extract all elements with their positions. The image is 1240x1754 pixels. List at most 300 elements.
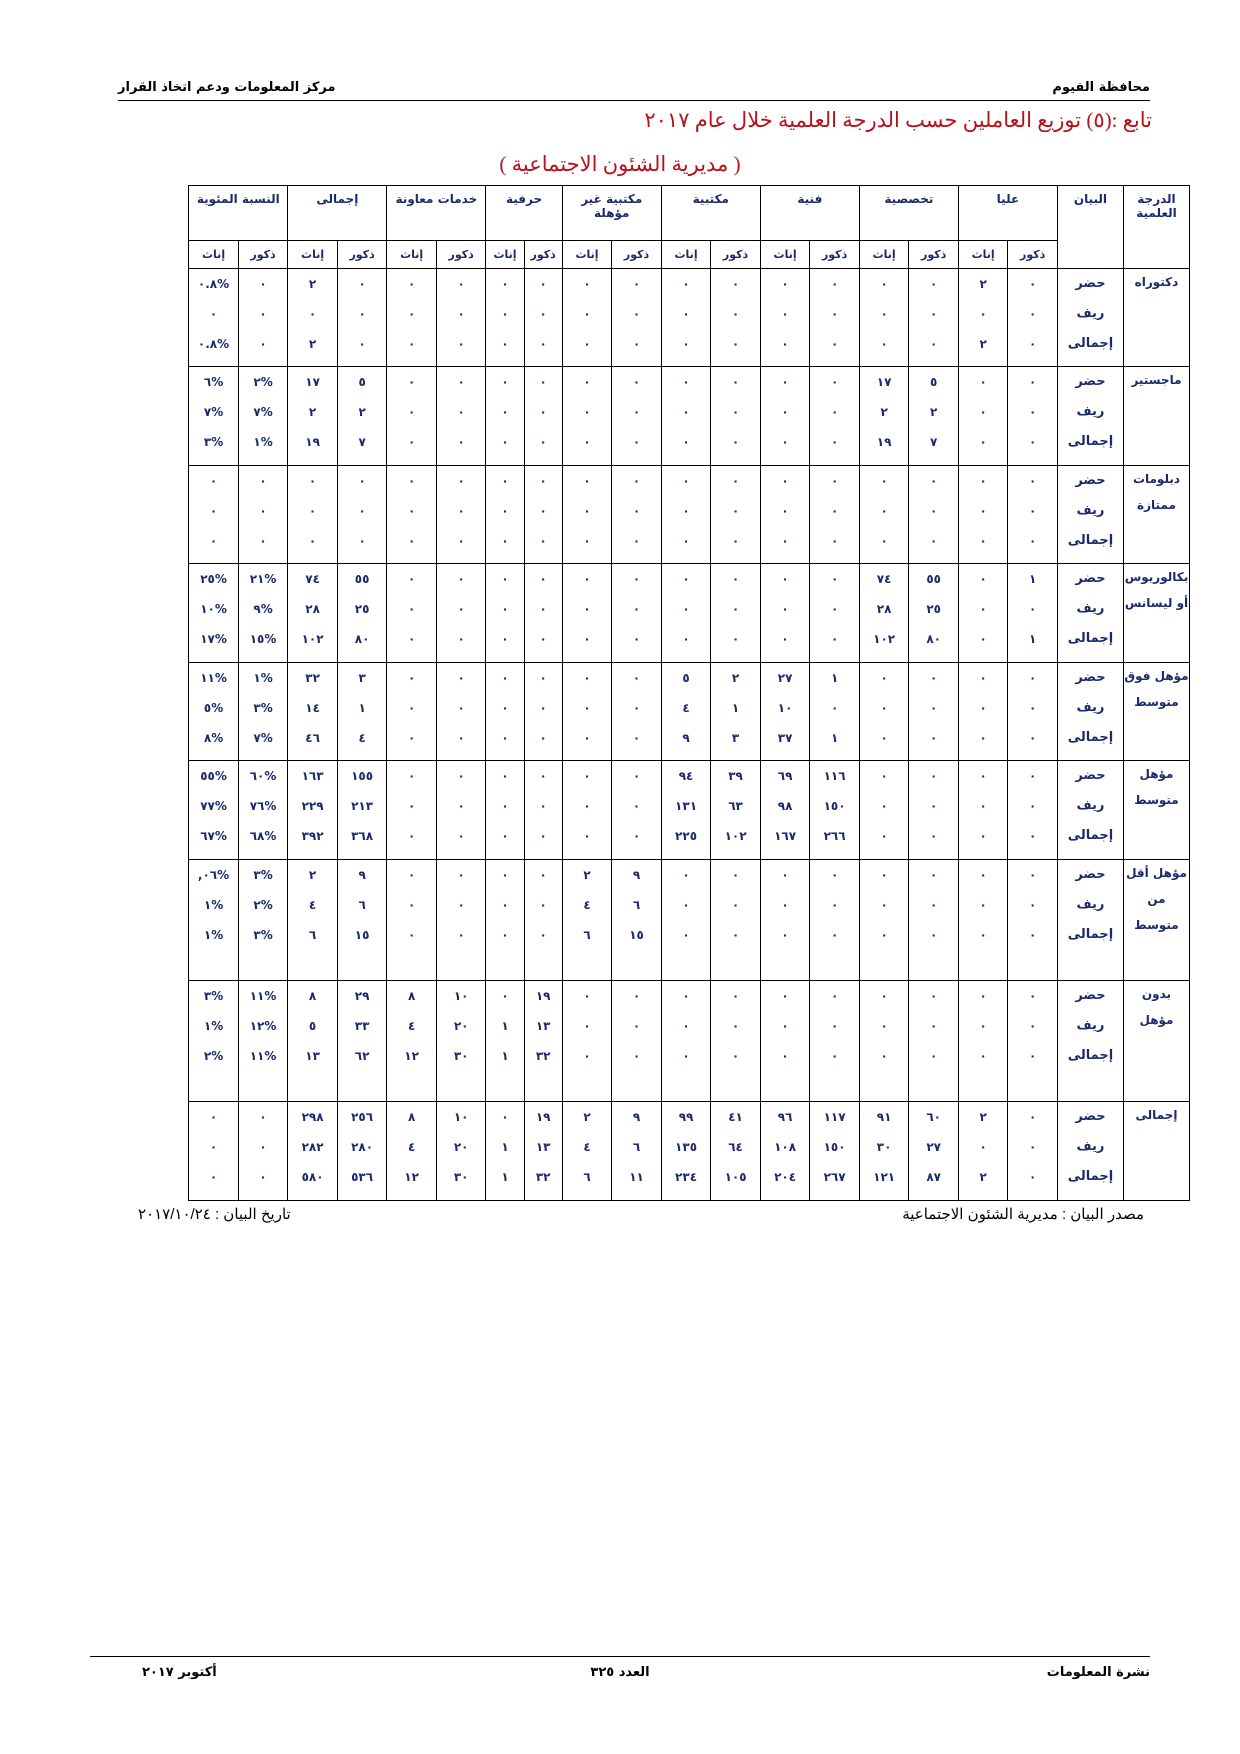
cell-value: ٠: [1029, 533, 1037, 548]
cell-value: ٠: [259, 277, 267, 291]
cell-value: %١: [203, 1019, 224, 1034]
cell-value: ٠: [731, 277, 740, 291]
cell-value: ٠: [1029, 867, 1037, 882]
row-type-label: حضر: [1075, 669, 1106, 685]
cell-value: ٠: [539, 602, 547, 617]
cell-value: ٠: [682, 867, 690, 882]
cell-value: ٠: [682, 533, 690, 548]
data-date: تاريخ البيان : ٢٠١٧/١٠/٢٤: [138, 1206, 291, 1223]
row-type-label: حضر: [1075, 276, 1106, 291]
cell-value: ٠: [682, 277, 690, 291]
cell-value: ١٥٠: [823, 799, 846, 814]
cell-value: ٠: [632, 1049, 641, 1064]
cell-value: ٠: [682, 602, 690, 617]
cell-value: ٠: [209, 533, 218, 548]
cell-value: ٨٠: [354, 632, 370, 647]
value-cell: [562, 269, 612, 367]
cell-value: ٠: [539, 829, 547, 844]
value-cell: [661, 1102, 711, 1201]
sub-header-row: [57, 241, 1190, 269]
cell-value: ٢: [308, 405, 317, 420]
cell-value: ٠: [583, 572, 591, 587]
value-cell: [612, 564, 662, 662]
cell-value: ٩٩: [678, 1110, 694, 1125]
cell-value: ٠: [407, 799, 416, 814]
cell-value: ٠: [880, 897, 888, 912]
cell-value: ٦٤: [728, 1140, 743, 1155]
cell-value: %٩: [253, 602, 273, 617]
cell-value: ٠: [407, 375, 416, 390]
cell-value: ٢: [979, 1170, 987, 1185]
cell-value: ١١: [629, 1170, 644, 1185]
row-type-label: إجمالى: [1067, 336, 1114, 351]
cell-value: ٦٣: [728, 799, 743, 814]
cell-value: ٠: [407, 337, 416, 351]
statement-header: البيان: [1057, 186, 1123, 269]
cell-value: ٠: [358, 473, 366, 488]
cell-value: %٦٠: [249, 769, 277, 784]
cell-value: %٠٦,: [197, 867, 230, 882]
cell-value: ٢٠٤: [774, 1170, 797, 1185]
value-cell: [337, 981, 387, 1102]
cell-value: ٠: [539, 670, 547, 685]
cell-value: ٠: [407, 307, 416, 321]
cell-value: ٢: [308, 867, 317, 882]
value-cell: [1008, 269, 1058, 367]
value-cell: [562, 859, 612, 980]
cell-value: ٠: [979, 1019, 987, 1034]
cell-value: ٠: [632, 337, 641, 351]
issue-month: أكتوبر ٢٠١٧: [142, 1665, 217, 1680]
male-header: ذكور: [436, 241, 486, 269]
cell-value: ١٥: [354, 927, 370, 942]
cell-value: ٠: [731, 897, 740, 912]
cell-value: %٢: [203, 1049, 224, 1064]
cell-value: ٠: [501, 473, 509, 488]
cell-value: %٧٧: [200, 799, 227, 814]
cell-value: %٧: [253, 730, 273, 745]
cell-value: ١٠: [453, 1110, 469, 1125]
cell-value: ٠: [407, 927, 416, 942]
cell-value: ٦: [308, 927, 317, 942]
cell-value: ٠: [501, 989, 509, 1004]
group-header: مكتبية غير مؤهلة: [562, 186, 661, 241]
info-center-name: مركز المعلومات ودعم اتخاذ القرار: [118, 80, 336, 95]
cell-value: ٠: [781, 927, 789, 942]
value-cell: [661, 761, 711, 859]
cell-value: ٠: [979, 670, 987, 685]
value-cell: [436, 465, 486, 563]
cell-value: %٢: [253, 375, 273, 390]
cell-value: ٠: [583, 700, 591, 715]
cell-value: ٠: [731, 533, 740, 548]
value-cell: [612, 761, 662, 859]
cell-value: %١: [253, 670, 273, 685]
cell-value: ٢٨: [305, 602, 320, 617]
degree-label: دبلومات ممتازة: [1123, 465, 1189, 563]
employees-table: [56, 185, 1190, 1201]
female-header: إناث: [288, 241, 338, 269]
cell-value: ٠: [501, 307, 509, 321]
degree-label: بكالوريوس أو ليسانس: [1123, 564, 1189, 662]
value-cell: [612, 859, 662, 980]
cell-value: %١١: [249, 1049, 277, 1064]
cell-value: ٠: [539, 533, 547, 548]
value-cell: [958, 367, 1008, 465]
cell-value: ٠: [457, 700, 465, 715]
table-row: [57, 1102, 1190, 1201]
cell-value: ٢: [731, 670, 740, 685]
row-type-label: ريف: [1076, 404, 1105, 420]
cell-value: %٥٥: [200, 769, 227, 784]
value-cell: [958, 1102, 1008, 1201]
cell-value: ١٢: [404, 1170, 419, 1185]
cell-value: ١: [358, 700, 366, 715]
cell-value: ٢: [979, 1110, 987, 1125]
cell-value: ٢٦٦: [823, 829, 846, 844]
cell-value: ١٣: [535, 1019, 551, 1034]
cell-value: ٣٣: [354, 1019, 370, 1034]
cell-value: ٤: [583, 1140, 591, 1155]
cell-value: ٠: [830, 375, 839, 390]
cell-value: ٠: [457, 473, 465, 488]
cell-value: ٠: [929, 277, 938, 291]
cell-value: ٠: [731, 307, 740, 321]
value-cell: [909, 859, 959, 980]
value-cell: [387, 269, 437, 367]
value-cell: [612, 1102, 662, 1201]
cell-value: ٠: [1029, 277, 1037, 291]
cell-value: ٠: [781, 533, 789, 548]
cell-value: %٦٨: [249, 829, 277, 844]
table-row: [57, 662, 1190, 760]
cell-value: ٠: [682, 473, 690, 488]
value-cell: [1008, 1102, 1058, 1201]
cell-value: ١: [731, 700, 740, 715]
cell-value: ٠: [539, 375, 547, 390]
value-cell: [810, 1102, 860, 1201]
cell-value: ٦: [583, 927, 591, 942]
cell-value: ٠: [259, 1110, 267, 1125]
cell-value: ٠: [501, 799, 509, 814]
cell-value: ٠: [979, 897, 987, 912]
value-cell: [760, 981, 810, 1102]
cell-value: ٠: [1029, 503, 1037, 518]
cell-value: ١: [830, 670, 839, 685]
cell-value: ١١٦: [823, 769, 846, 784]
value-cell: [436, 859, 486, 980]
degree-label: دكتوراه: [1123, 269, 1189, 367]
cell-value: ١: [501, 1019, 509, 1034]
cell-value: ٥: [308, 1019, 317, 1034]
cell-value: %٠.٨: [197, 277, 230, 291]
cell-value: ٠: [731, 989, 740, 1004]
cell-value: ١٩: [876, 435, 892, 450]
cell-value: ٣٩: [728, 769, 743, 784]
value-cell: [337, 367, 387, 465]
cell-value: ٠: [781, 277, 789, 291]
value-cell: [1008, 367, 1058, 465]
cell-value: ٢٥٦: [351, 1110, 374, 1125]
cell-value: ٠: [979, 307, 987, 321]
row-type-label: حضر: [1075, 571, 1106, 587]
cell-value: ٠: [682, 1019, 690, 1034]
cell-value: ٠: [632, 989, 641, 1004]
group-header: فنية: [760, 186, 859, 241]
cell-value: ٠: [682, 927, 690, 942]
cell-value: ٠: [1029, 602, 1037, 617]
cell-value: ٢٨٢: [301, 1140, 324, 1155]
cell-value: ١٠٢: [301, 632, 324, 647]
cell-value: ٠: [583, 989, 591, 1004]
value-cell: [238, 269, 288, 367]
cell-value: ٠: [979, 700, 987, 715]
cell-value: ٠: [830, 533, 839, 548]
cell-value: %٢٥: [200, 572, 227, 587]
cell-value: ٢٩٨: [301, 1110, 324, 1125]
cell-value: ٠: [781, 867, 789, 882]
cell-value: ٠: [407, 670, 416, 685]
cell-value: ٢: [979, 337, 987, 351]
value-cell: [189, 367, 239, 465]
value-cell: [958, 269, 1008, 367]
value-cell: [760, 662, 810, 760]
cell-value: ٩: [358, 867, 366, 882]
value-cell: [288, 981, 338, 1102]
cell-value: ٠: [457, 602, 465, 617]
cell-value: ٠: [880, 307, 888, 321]
cell-value: ٢١٣: [351, 799, 374, 814]
value-cell: [1008, 981, 1058, 1102]
cell-value: ٠: [259, 503, 267, 518]
cell-value: ٠: [407, 867, 416, 882]
cell-value: ٠: [308, 473, 317, 488]
cell-value: ٠: [539, 769, 547, 784]
cell-value: ٠: [1029, 927, 1037, 942]
cell-value: ٢: [358, 405, 366, 420]
cell-value: ٠: [407, 829, 416, 844]
value-cell: [612, 981, 662, 1102]
cell-value: ٠: [830, 1019, 839, 1034]
value-cell: [524, 367, 562, 465]
cell-value: ١: [830, 730, 839, 745]
cell-value: %١: [203, 927, 224, 942]
value-cell: [288, 367, 338, 465]
value-cell: [238, 465, 288, 563]
page-footer: [90, 1656, 1150, 1681]
cell-value: ٣٦٨: [351, 829, 374, 844]
cell-value: ٧: [929, 435, 938, 450]
cell-value: ٠: [781, 405, 789, 420]
group-header: النسبة المئوية: [189, 186, 288, 241]
value-cell: [524, 761, 562, 859]
cell-value: ٣٩٢: [301, 829, 324, 844]
cell-value: ٤: [407, 1140, 416, 1155]
row-type-labels: [1057, 269, 1123, 367]
cell-value: ٠: [501, 927, 509, 942]
female-header: إناث: [189, 241, 239, 269]
value-cell: [711, 564, 761, 662]
cell-value: ٠: [830, 473, 839, 488]
male-header: ذكور: [909, 241, 959, 269]
cell-value: ٣٠: [453, 1049, 469, 1064]
cell-value: ٠: [632, 730, 641, 745]
cell-value: ٠: [830, 927, 839, 942]
cell-value: ٠: [731, 473, 740, 488]
degree-header: الدرجة العلمية: [1123, 186, 1189, 269]
value-cell: [486, 981, 524, 1102]
cell-value: %٣: [203, 989, 224, 1004]
value-cell: [760, 564, 810, 662]
cell-value: ٠: [632, 602, 641, 617]
cell-value: ٠: [731, 1049, 740, 1064]
value-cell: [711, 269, 761, 367]
cell-value: ٤: [358, 730, 366, 745]
value-cell: [810, 761, 860, 859]
cell-value: ٠: [880, 700, 888, 715]
degree-label: ماجستير: [1123, 367, 1189, 465]
cell-value: ٠: [501, 769, 509, 784]
value-cell: [288, 859, 338, 980]
cell-value: ٠: [929, 473, 938, 488]
cell-value: ٠: [407, 769, 416, 784]
cell-value: ٠: [583, 730, 591, 745]
cell-value: ٠: [632, 307, 641, 321]
cell-value: ٩: [632, 1110, 641, 1125]
cell-value: ٠: [583, 1049, 591, 1064]
value-cell: [859, 367, 909, 465]
cell-value: ٠: [781, 1019, 789, 1034]
cell-value: ٣٧: [777, 730, 793, 745]
cell-value: ٠: [358, 503, 366, 518]
cell-value: %٢١: [249, 572, 277, 587]
cell-value: ٤: [682, 700, 690, 715]
cell-value: ٠: [539, 730, 547, 745]
cell-value: ٠: [457, 927, 465, 942]
value-cell: [760, 859, 810, 980]
cell-value: ٠: [632, 769, 641, 784]
row-type-label: ريف: [1076, 601, 1105, 617]
cell-value: ٠: [539, 435, 547, 450]
cell-value: ٠: [583, 670, 591, 685]
cell-value: ٠: [501, 375, 509, 390]
data-source: مصدر البيان : مديرية الشئون الاجتماعية: [902, 1206, 1144, 1223]
row-type-label: إجمالى: [1067, 631, 1114, 647]
cell-value: ١٠: [453, 989, 469, 1004]
cell-value: ١٣: [305, 1049, 320, 1064]
cell-value: ١٩: [535, 1110, 551, 1125]
cell-value: ٠: [358, 337, 366, 351]
cell-value: ٠: [1029, 989, 1037, 1004]
cell-value: ٠: [407, 730, 416, 745]
cell-value: ٠: [682, 632, 690, 647]
value-cell: [760, 367, 810, 465]
cell-value: ٢٢٩: [301, 799, 324, 814]
male-header: ذكور: [524, 241, 562, 269]
row-type-label: إجمالى: [1067, 434, 1114, 450]
cell-value: ١٦٣: [301, 769, 324, 784]
cell-value: ٢٧: [926, 1140, 941, 1155]
cell-value: ٠: [457, 375, 465, 390]
cell-value: ٠: [1029, 700, 1037, 715]
cell-value: ٢٢٥: [675, 829, 698, 844]
cell-value: ٠: [1029, 1019, 1037, 1034]
value-cell: [337, 269, 387, 367]
cell-value: ٠: [632, 435, 641, 450]
cell-value: ٠: [979, 405, 987, 420]
value-cell: [524, 1102, 562, 1201]
cell-value: ٠: [929, 799, 938, 814]
value-cell: [711, 662, 761, 760]
cell-value: ٠: [501, 277, 509, 291]
cell-value: ٠: [632, 375, 641, 390]
cell-value: ٠: [929, 337, 938, 351]
cell-value: ٠: [731, 503, 740, 518]
cell-value: ٥: [682, 670, 690, 685]
cell-value: ٠: [1029, 473, 1037, 488]
cell-value: ٠: [539, 927, 547, 942]
degree-label: مؤهل فوق متوسط: [1123, 662, 1189, 760]
cell-value: ٣٢: [535, 1170, 551, 1185]
cell-value: ٤: [308, 897, 317, 912]
value-cell: [958, 981, 1008, 1102]
cell-value: ٠: [781, 602, 789, 617]
cell-value: ٠: [731, 602, 740, 617]
row-type-label: حضر: [1075, 768, 1106, 784]
row-type-label: إجمالى: [1067, 1169, 1114, 1185]
cell-value: ٠: [731, 1019, 740, 1034]
value-cell: [958, 465, 1008, 563]
row-type-labels: [1057, 367, 1123, 465]
cell-value: ٠: [1029, 730, 1037, 745]
value-cell: [711, 1102, 761, 1201]
cell-value: ٢٨: [876, 602, 892, 617]
cell-value: ٠: [880, 1049, 888, 1064]
value-cell: [387, 761, 437, 859]
cell-value: ٣٠: [453, 1170, 469, 1185]
value-cell: [810, 662, 860, 760]
cell-value: ٦: [583, 1170, 591, 1185]
value-cell: [436, 662, 486, 760]
value-cell: [661, 367, 711, 465]
cell-value: ٠: [501, 602, 509, 617]
cell-value: ٠: [830, 337, 839, 351]
cell-value: ٢: [880, 405, 888, 420]
cell-value: %١: [203, 897, 224, 912]
cell-value: ٠: [583, 769, 591, 784]
group-header-row: [57, 186, 1190, 241]
cell-value: ٠: [583, 829, 591, 844]
cell-value: ٠: [259, 473, 267, 488]
degree-label: بدون مؤهل: [1123, 981, 1189, 1102]
value-cell: [909, 761, 959, 859]
cell-value: ٠: [682, 572, 690, 587]
value-cell: [562, 564, 612, 662]
row-type-label: إجمالى: [1067, 729, 1114, 745]
cell-value: ٠: [407, 700, 416, 715]
cell-value: ٠: [830, 897, 839, 912]
cell-value: ٠: [583, 307, 591, 321]
row-type-label: حضر: [1075, 1109, 1106, 1125]
cell-value: ٠: [731, 405, 740, 420]
cell-value: ٠: [209, 1170, 218, 1185]
value-cell: [238, 367, 288, 465]
value-cell: [810, 367, 860, 465]
cell-value: ٠: [501, 503, 509, 518]
value-cell: [1008, 761, 1058, 859]
cell-value: ٠: [880, 533, 888, 548]
cell-value: ٠: [929, 503, 938, 518]
